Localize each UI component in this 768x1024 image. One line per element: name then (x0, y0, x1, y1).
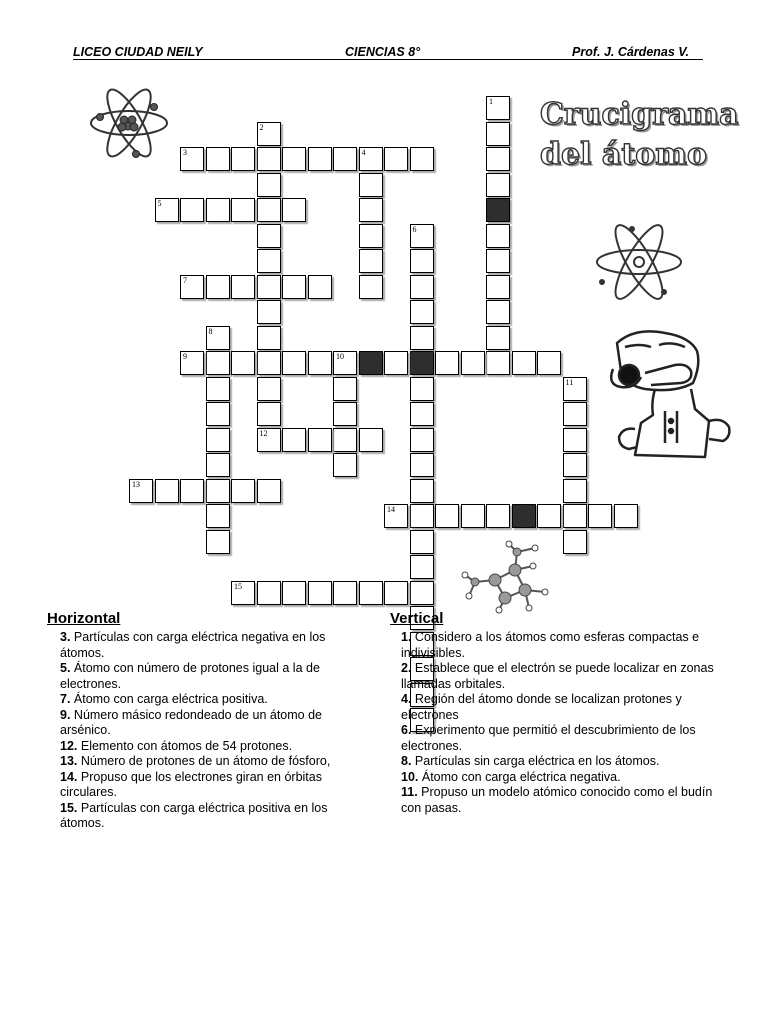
crossword-cell[interactable] (410, 453, 434, 477)
crossword-cell[interactable] (359, 275, 383, 299)
clue-number-label: 15 (234, 581, 242, 591)
crossword-cell[interactable] (231, 351, 255, 375)
crossword-cell[interactable] (180, 351, 204, 375)
crossword-cell[interactable] (614, 504, 638, 528)
crossword-cell[interactable] (206, 402, 230, 426)
clue-number-label: 14 (387, 505, 395, 514)
vertical-heading: Vertical (390, 610, 444, 627)
crossword-cell[interactable] (257, 198, 281, 222)
crossword-cell[interactable] (563, 402, 587, 426)
crossword-cell[interactable] (486, 224, 510, 248)
clue-item (401, 692, 731, 723)
clue-number: 4. (401, 692, 412, 706)
clue-number-label: 7 (183, 275, 187, 285)
crossword-cell[interactable] (231, 581, 255, 605)
clue-number: 5. (60, 661, 71, 675)
crossword-cell[interactable] (410, 249, 434, 273)
clue-item (401, 630, 731, 661)
crossword-cell[interactable] (410, 479, 434, 503)
crossword-cell[interactable] (486, 326, 510, 350)
crossword-cell[interactable] (486, 96, 510, 120)
crossword-cell[interactable] (308, 351, 332, 375)
crossword-cell[interactable] (180, 198, 204, 222)
clue-text: Propuso que los electrones giran en órbitas circulares. (60, 769, 322, 799)
crossword-cell[interactable] (308, 581, 332, 605)
crossword-cell[interactable] (410, 428, 434, 452)
crossword-cell[interactable] (512, 351, 536, 375)
crossword-cell[interactable] (384, 147, 408, 171)
clue-number: 6. (401, 723, 412, 737)
crossword-cell[interactable] (257, 275, 281, 299)
clue-text: Número másico redondeado de un átomo de arsénico. (60, 707, 322, 737)
clue-item (60, 708, 360, 739)
crossword-cell[interactable] (308, 428, 332, 452)
clue-text: Partículas con carga eléctrica positiva en los átomos. (60, 800, 328, 830)
crossword-cell[interactable] (257, 300, 281, 324)
crossword-cell[interactable] (563, 428, 587, 452)
clue-item (60, 630, 360, 661)
crossword-cell[interactable] (410, 224, 434, 248)
clue-item (60, 661, 360, 692)
clue-text: Átomo con número de protones igual a la de electrones. (60, 661, 320, 691)
clue-item (401, 661, 731, 692)
crossword-cell[interactable] (333, 351, 357, 375)
crossword-cell[interactable] (486, 173, 510, 197)
clue-number-label: 2 (259, 122, 264, 132)
title-line-1: Crucigrama (540, 97, 739, 132)
crossword-blocked-cell (410, 351, 434, 375)
crossword-cell[interactable] (359, 198, 383, 222)
crossword-cell[interactable] (206, 479, 230, 503)
clue-text: Átomo con carga eléctrica positiva. (70, 692, 268, 706)
crossword-cell[interactable] (206, 198, 230, 222)
vertical-clue-list (401, 630, 731, 816)
crossword-cell[interactable] (537, 351, 561, 375)
crossword-cell[interactable] (435, 351, 459, 375)
title-line-2: del átomo (540, 137, 707, 172)
clue-number: 15. (60, 800, 78, 815)
crossword-cell[interactable] (563, 479, 587, 503)
crossword-cell[interactable] (410, 581, 434, 605)
clue-item (60, 754, 360, 770)
crossword-cell[interactable] (384, 351, 408, 375)
crossword-cell[interactable] (206, 275, 230, 299)
clue-text: Partículas con carga eléctrica negativa en los átomos. (60, 630, 326, 660)
crossword-cell[interactable] (129, 479, 153, 503)
crossword-cell[interactable] (257, 377, 281, 401)
crossword-cell[interactable] (257, 581, 281, 605)
crossword-cell[interactable] (359, 249, 383, 273)
crossword-cell[interactable] (231, 479, 255, 503)
crossword-cell[interactable] (588, 504, 612, 528)
crossword-cell[interactable] (282, 581, 306, 605)
clue-text: Átomo con carga eléctrica negativa. (418, 769, 621, 784)
crossword-cell[interactable] (486, 275, 510, 299)
crossword-cell[interactable] (257, 428, 281, 452)
crossword-cell[interactable] (359, 581, 383, 605)
crossword-cell[interactable] (231, 198, 255, 222)
crossword-cell[interactable] (206, 351, 230, 375)
crossword-cell[interactable] (486, 249, 510, 273)
crossword-cell[interactable] (333, 402, 357, 426)
clue-number-label: 12 (259, 428, 268, 438)
crossword-cell[interactable] (410, 555, 434, 579)
crossword-cell[interactable] (333, 147, 357, 171)
crossword-cell[interactable] (333, 428, 357, 452)
crossword-cell[interactable] (257, 402, 281, 426)
crossword-cell[interactable] (180, 147, 204, 171)
horizontal-heading: Horizontal (47, 610, 121, 627)
crossword-cell[interactable] (155, 479, 179, 503)
crossword-cell[interactable] (282, 147, 306, 171)
subject-name: CIENCIAS 8° (345, 45, 421, 59)
clue-number: 7. (60, 692, 71, 706)
crossword-cell[interactable] (282, 275, 306, 299)
crossword-cell[interactable] (563, 530, 587, 554)
crossword-cell[interactable] (282, 198, 306, 222)
crossword-cell[interactable] (257, 249, 281, 273)
crossword-cell[interactable] (206, 530, 230, 554)
crossword-cell[interactable] (359, 173, 383, 197)
crossword-cell[interactable] (410, 504, 434, 528)
crossword-cell[interactable] (282, 351, 306, 375)
clue-number-label: 11 (565, 377, 574, 387)
crossword-cell[interactable] (282, 428, 306, 452)
clue-item (60, 801, 360, 832)
clue-number: 10. (401, 769, 419, 784)
crossword-cell[interactable] (410, 402, 434, 426)
clue-number-label: 3 (183, 148, 187, 157)
crossword-cell[interactable] (461, 351, 485, 375)
clue-number: 3. (60, 630, 71, 644)
clue-text: Partículas sin carga eléctrica en los átomos. (411, 754, 660, 768)
crossword-cell[interactable] (257, 122, 281, 146)
teacher-name: Prof. J. Cárdenas V. (572, 45, 689, 59)
crossword-cell[interactable] (410, 300, 434, 324)
clue-number: 1. (401, 630, 412, 644)
clue-text: Considero a los átomos como esferas compactas e indivisibles. (401, 630, 700, 660)
crossword-blocked-cell (359, 351, 383, 375)
clue-item (60, 770, 360, 801)
clue-number: 13. (60, 754, 78, 768)
crossword-cell[interactable] (333, 377, 357, 401)
crossword-cell[interactable] (563, 504, 587, 528)
clue-number: 11. (401, 785, 418, 799)
crossword-cell[interactable] (359, 147, 383, 171)
clue-text: Experimento que permitió el descubrimiento de los electrones. (401, 723, 696, 753)
crossword-cell[interactable] (180, 275, 204, 299)
crossword-cell[interactable] (563, 377, 587, 401)
crossword-cell[interactable] (359, 224, 383, 248)
crossword-blocked-cell (512, 504, 536, 528)
clue-item (60, 739, 360, 755)
crossword-cell[interactable] (206, 147, 230, 171)
crossword-cell[interactable] (308, 275, 332, 299)
clue-text: Establece que el electrón se puede localizar en zonas llamadas orbitales. (401, 661, 714, 691)
clue-number-label: 6 (412, 224, 417, 234)
clue-item (401, 770, 731, 786)
crossword-cell[interactable] (410, 275, 434, 299)
crossword-cell[interactable] (231, 147, 255, 171)
crossword-cell[interactable] (537, 504, 561, 528)
crossword-cell[interactable] (333, 453, 357, 477)
crossword-cell[interactable] (206, 428, 230, 452)
crossword-cell[interactable] (486, 504, 510, 528)
school-name: LICEO CIUDAD NEILY (73, 45, 203, 59)
crossword-cell[interactable] (257, 479, 281, 503)
clue-number-label: 13 (132, 479, 140, 489)
crossword-cell[interactable] (410, 147, 434, 171)
horizontal-clue-list (60, 630, 360, 832)
clue-number: 14. (60, 769, 78, 784)
crossword-cell[interactable] (206, 326, 230, 350)
clue-text: Propuso un modelo atómico conocido como el budín con pasas. (401, 785, 713, 815)
clue-number: 9. (60, 707, 71, 722)
clue-item (401, 754, 731, 770)
crossword-cell[interactable] (410, 530, 434, 554)
crossword-cell[interactable] (486, 300, 510, 324)
clue-number: 12. (60, 738, 78, 753)
clue-item (401, 785, 731, 816)
crossword-cell[interactable] (206, 377, 230, 401)
crossword-cell[interactable] (384, 581, 408, 605)
clue-text: Número de protones de un átomo de fósforo, (77, 754, 331, 768)
crossword-cell[interactable] (410, 377, 434, 401)
crossword-cell[interactable] (435, 504, 459, 528)
crossword-cell[interactable] (257, 173, 281, 197)
crossword-cell[interactable] (257, 326, 281, 350)
crossword-cell[interactable] (359, 428, 383, 452)
crossword-blocked-cell (486, 198, 510, 222)
clue-item (60, 692, 360, 708)
crossword-cell[interactable] (206, 453, 230, 477)
crossword-cell[interactable] (410, 326, 434, 350)
crossword-cell[interactable] (155, 198, 179, 222)
clue-text: Elemento con átomos de 54 protones. (77, 738, 293, 753)
crossword-cell[interactable] (486, 147, 510, 171)
crossword-cell[interactable] (486, 122, 510, 146)
crossword-cell[interactable] (461, 504, 485, 528)
clue-number-label: 4 (361, 148, 366, 157)
clue-number-label: 9 (183, 352, 187, 361)
crossword-cell[interactable] (308, 147, 332, 171)
clue-item (401, 723, 731, 754)
crossword-cell[interactable] (563, 453, 587, 477)
clue-number-label: 10 (336, 352, 344, 361)
crossword-cell[interactable] (180, 479, 204, 503)
crossword-cell[interactable] (384, 504, 408, 528)
crossword-cell[interactable] (206, 504, 230, 528)
clue-number: 8. (401, 754, 412, 768)
clue-text: Región del átomo donde se localizan protones y electrones (401, 692, 682, 722)
clue-number-label: 1 (489, 97, 493, 106)
clue-number: 2. (401, 661, 412, 675)
crossword-cell[interactable] (257, 147, 281, 171)
crossword-cell[interactable] (257, 224, 281, 248)
crossword-cell[interactable] (486, 351, 510, 375)
clue-number-label: 5 (157, 199, 162, 208)
crossword-cell[interactable] (257, 351, 281, 375)
crossword-cell[interactable] (231, 275, 255, 299)
crossword-cell[interactable] (333, 581, 357, 605)
clue-number-label: 8 (208, 326, 213, 336)
